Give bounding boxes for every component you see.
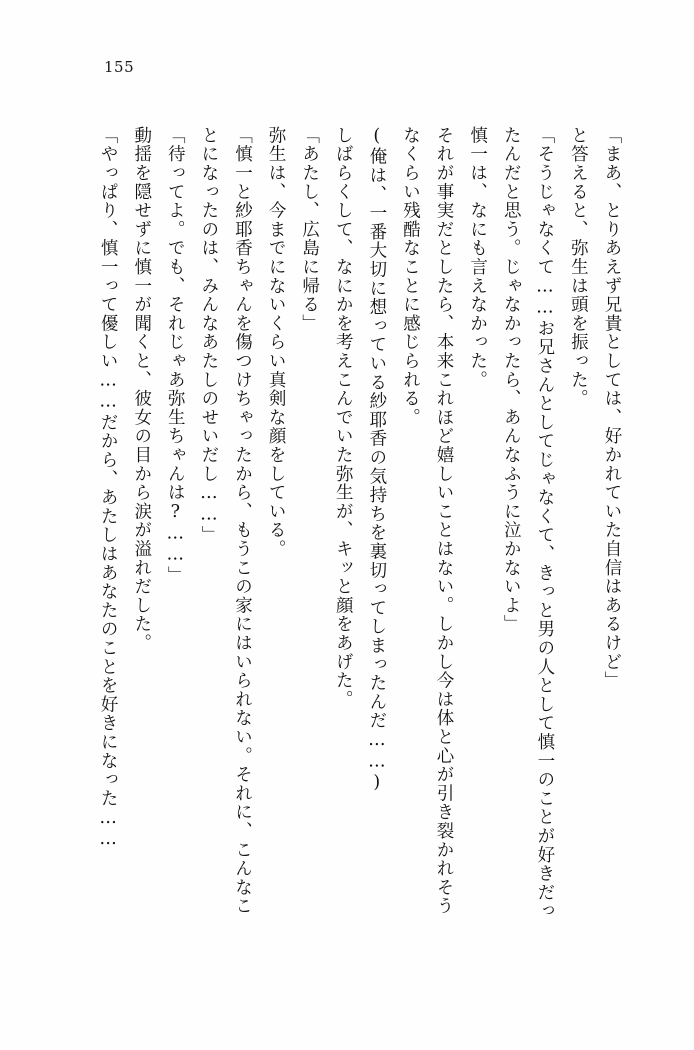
paragraph: 「待ってよ。でも、それじゃあ弥生ちゃんは?……」 [165,126,186,585]
paragraph: それが事実だとしたら、本来これほど嬉しいことはない。しかし今は体と心が引き裂かれそうなくらい残酷なことに感じられる。 [400,126,455,916]
paragraph: 「慎一と紗耶香ちゃんを傷つけちゃったから、もうこの家にはいられない。それに、こんなことになったのは、みんなあたしのせいだし……」 [198,126,253,916]
paragraph: 動揺を隠せずに慎一が聞くと、彼女の目から涙が溢れだした。 [131,126,152,653]
paragraph: 弥生は、今までにないくらい真剣な顔をしている。 [266,126,287,559]
page-number: 155 [104,58,135,76]
paragraph: (俺は、一番大切に想っている紗耶香の気持ちを裏切ってしまったんだ……) [366,126,387,794]
paragraph: 「あたし、広島に帰る」 [299,126,320,333]
paragraph: 「まあ、とりあえず兄貴としては、好かれていた自信はあるけど」 [602,126,622,690]
paragraph: 「そうじゃなくて……お兄さんとしてじゃなくて、きっと男の人として慎一のことが好きだったんだと思う。じゃなかったら、あんなふうに泣かないよ」 [501,126,555,921]
paragraph: しばらくして、なにかを考えこんでいた弥生が、キッと顔をあげた。 [333,126,354,709]
paragraph: 「やっぱり、慎一って優しい……だから、あたしはあなたのことを好きになった…… [98,126,119,851]
page-body-text [62,108,628,928]
paragraph: 慎一は、なにも言えなかった。 [467,126,488,390]
paragraph: と答えると、弥生は頭を振った。 [568,126,589,408]
